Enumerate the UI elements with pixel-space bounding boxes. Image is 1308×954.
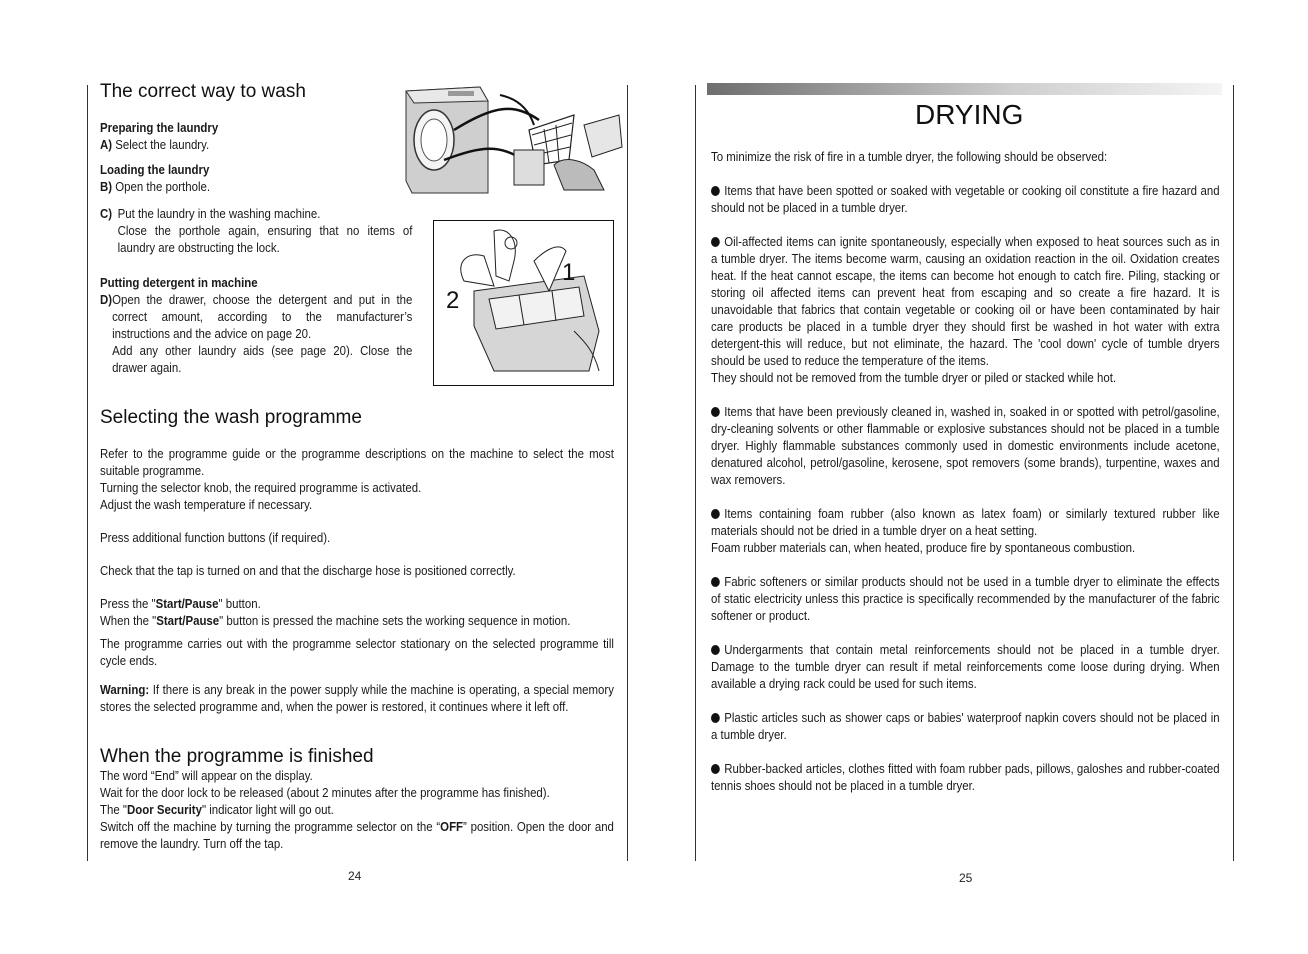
- loading-heading: Loading the laundry: [100, 162, 210, 177]
- warning-paragraph: [100, 681, 614, 715]
- step-c-line2: Close the porthole again, ensuring that no items of laundry are obstructing the lock.: [117, 223, 413, 255]
- finished-l4: Switch off the machine by turning the programme selector on the “OFF” position. Open the door and remove the laundry. Turn off the tap.: [100, 819, 614, 851]
- drying-bullet-8: Rubber-backed articles, clothes fitted with foam rubber pads, pillows, galoshes and rubber-coated tennis shoes should not be placed in a tumble dryer.: [711, 761, 1220, 793]
- selecting-block: [100, 445, 614, 715]
- page-number-left: 24: [348, 869, 362, 883]
- drying-bullet-7: Plastic articles such as shower caps or babies' waterproof napkin covers should not be placed in a tumble dryer.: [711, 710, 1220, 742]
- step-label-a: A): [100, 137, 113, 152]
- preparing-section: [100, 119, 399, 153]
- step-c-block: [100, 205, 412, 256]
- drying-bullet-2: Oil-affected items can ignite spontaneously, especially when exposed to heat sources such as in a tumble dryer. The items become warm, causing an oxidation reaction in the oil. Oxidation creates heat. If the heat cannot escape, the items can become hot enough to catch fire. Piling, stacking or storing oil affected items can prevent heat from escaping and so create a fire hazard. It is unavoidable that fabrics that contain vegetable or cooking oil or have been contaminated by hair care products be placed in a tumble dryer they should first be washed in hot water with extra detergent-this will reduce, but not eliminate, the hazard. The 'cool down' cycle of tumble dryers should be used to reduce the temperature of the items.: [711, 234, 1220, 368]
- bullet-icon: [711, 509, 720, 519]
- bullet-icon: [711, 713, 720, 723]
- selecting-p8: The programme carries out with the programme selector stationary on the selected programme till cycle ends.: [100, 636, 614, 668]
- detergent-heading: Putting detergent in machine: [100, 275, 258, 290]
- finished-block: [100, 767, 614, 852]
- step-d-text2: Add any other laundry aids (see page 20). Close the drawer again.: [112, 343, 413, 375]
- finished-l2: Wait for the door lock to be released (about 2 minutes after the programme has finished).: [100, 785, 550, 800]
- step-c-line1: [100, 205, 412, 222]
- selecting-p5: Check that the tap is turned on and that the discharge hose is positioned correctly.: [100, 563, 516, 578]
- preparing-step: [100, 136, 399, 153]
- preparing-heading: Preparing the laundry: [100, 120, 219, 135]
- bullet-icon: [711, 407, 720, 417]
- drying-block: [711, 148, 1220, 794]
- title-selecting: Selecting the wash programme: [100, 407, 362, 428]
- right-page-right-rule: [1233, 85, 1234, 861]
- finished-l1: The word “End” will appear on the display.: [100, 768, 313, 783]
- detergent-figure: [433, 220, 614, 386]
- step-c-text1: Put the laundry in the washing machine.: [117, 206, 321, 221]
- step-a-text: Select the laundry.: [115, 137, 210, 152]
- step-d: [100, 291, 412, 376]
- detergent-drawer-icon: [434, 221, 614, 386]
- page-number-right: 25: [959, 871, 973, 885]
- drying-bullet-4: Items containing foam rubber (also known as latex foam) or similarly textured rubber like materials should not be dried in a tumble dryer on a heat setting.: [711, 506, 1220, 538]
- right-page-left-rule: [695, 85, 696, 861]
- left-page-right-rule: [627, 85, 628, 861]
- drying-bullet-3: Items that have been previously cleaned in, washed in, soaked in or spotted with petrol/gasoline, dry-cleaning solvents or other flammable or explosive substances should not be placed in a tumble dryer. Highly flammable substances commonly used in domestic environments include acetone, denatured alcohol, petrol/gasoline, kerosene, spot removers (some brands), turpentine, waxes and wax removers.: [711, 404, 1220, 487]
- left-page-left-rule: [87, 85, 88, 861]
- drying-intro: To minimize the risk of fire in a tumble dryer, the following should be observed:: [711, 149, 1108, 164]
- bullet-icon: [711, 186, 720, 196]
- selecting-p1: Refer to the programme guide or the programme descriptions on the machine to select the most suitable programme.: [100, 446, 614, 478]
- drying-bullet-5: Fabric softeners or similar products should not be used in a tumble dryer to eliminate the effects of static electricity unless this practice is specifically recommended by the manufacturer of the fabric softener or product.: [711, 574, 1220, 623]
- washing-machine-illustration: [404, 85, 626, 195]
- step-d-text1: Open the drawer, choose the detergent and put in the correct amount, according to the manufacturer’s instructions and the advice on page 20.: [112, 292, 413, 341]
- title-finished: When the programme is finished: [100, 746, 374, 767]
- finished-l3: The "Door Security" indicator light will go out.: [100, 802, 334, 817]
- step-label-b: B): [100, 179, 113, 194]
- drying-bullet-4-extra: Foam rubber materials can, when heated, produce fire by spontaneous combustion.: [711, 540, 1136, 555]
- selecting-p4: Press additional function buttons (if required).: [100, 530, 331, 545]
- bullet-icon: [711, 645, 720, 655]
- selecting-p3: Adjust the wash temperature if necessary.: [100, 497, 313, 512]
- step-b-text: Open the porthole.: [115, 179, 211, 194]
- drying-bullet-2-extra: They should not be removed from the tumble dryer or piled or stacked while hot.: [711, 370, 1117, 385]
- figure-label-2: 2: [446, 287, 460, 314]
- selecting-p6: Press the "Start/Pause" button.: [100, 596, 261, 611]
- step-label-c: C): [100, 206, 113, 221]
- selecting-p2: Turning the selector knob, the required programme is activated.: [100, 480, 422, 495]
- drying-header-bar: [707, 83, 1222, 95]
- title-correct-way: The correct way to wash: [100, 81, 306, 102]
- detergent-block: [100, 274, 412, 376]
- warning-text: If there is any break in the power supply while the machine is operating, a special memory stores the selected programme and, when the power is restored, it continues where it left off.: [100, 682, 614, 714]
- bullet-icon: [711, 237, 720, 247]
- washing-machine-icon: [404, 85, 626, 195]
- selecting-p7: When the "Start/Pause" button is pressed the machine sets the working sequence in motion.: [100, 613, 571, 628]
- step-label-d: D): [100, 292, 113, 307]
- bullet-icon: [711, 577, 720, 587]
- bullet-icon: [711, 764, 720, 774]
- drying-bullet-6: Undergarments that contain metal reinforcements should not be placed in a tumble dryer. Damage to the tumble dryer can result if metal reinforcements come loose during drying. When available a drying rack could be used for such items.: [711, 642, 1220, 691]
- loading-step: [100, 178, 399, 195]
- title-drying: DRYING: [915, 99, 1024, 130]
- warning-label: Warning:: [100, 682, 150, 697]
- figure-label-1: 1: [562, 259, 576, 286]
- drying-bullet-1: Items that have been spotted or soaked with vegetable or cooking oil constitute a fire hazard and should not be placed in a tumble dryer.: [711, 183, 1220, 215]
- loading-section: [100, 161, 399, 195]
